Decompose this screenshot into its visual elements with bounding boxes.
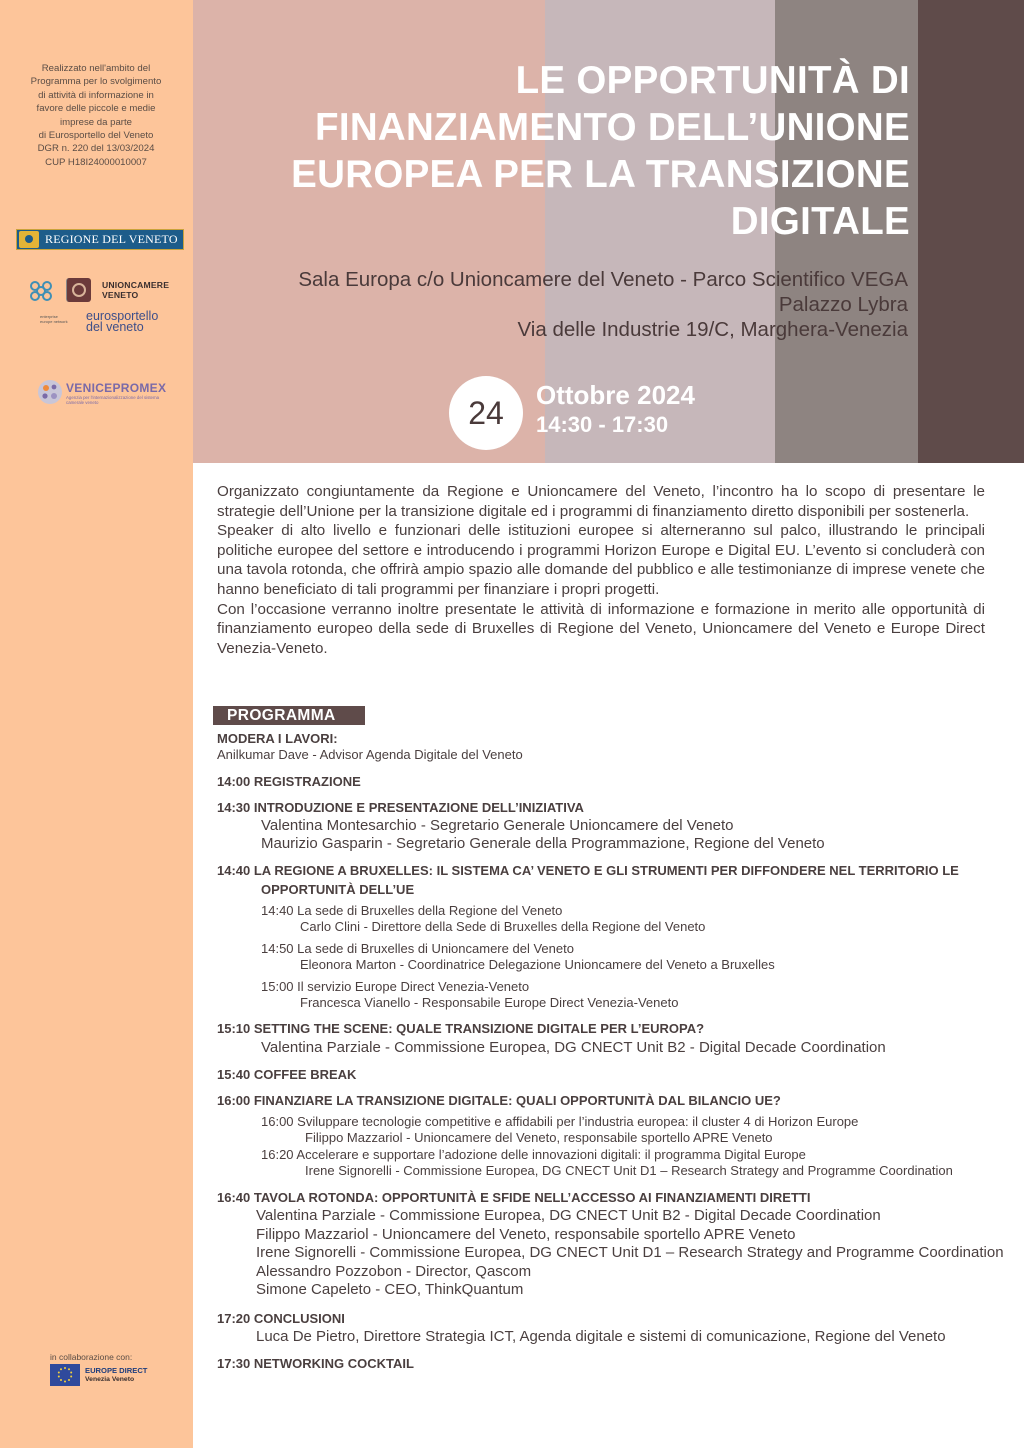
sub-agenda-item: 16:20 Accelerare e supportare l’adozione delle innovazioni digitali: il programma Digital Europe (261, 1147, 806, 1162)
funding-note-line: Realizzato nell'ambito del (41, 63, 151, 74)
agenda-item: 14:40 LA REGIONE A BRUXELLES: IL SISTEMA CA’ VENETO E GLI STRUMENTI PER DIFFONDERE NEL TERRITORIO LE (217, 863, 959, 878)
speaker-line: Luca De Pietro, Direttore Strategia ICT, Agenda digitale e sistemi di comunicazione, Regione del Veneto (256, 1328, 946, 1345)
event-month-year: Ottobre 2024 (536, 380, 695, 410)
europe-direct-logo-line: EUROPE DIRECT (85, 1366, 148, 1375)
agenda-item: 15:40 COFFEE BREAK (217, 1067, 357, 1082)
speaker-line: Irene Signorelli - Commissione Europea, DG CNECT Unit D1 – Research Strategy and Programme Coordination (305, 1163, 953, 1178)
sub-agenda-item: 15:00 Il servizio Europe Direct Venezia-Veneto (261, 979, 530, 994)
venicepromex-logo-text: VENICEPROMEX (66, 381, 167, 395)
agenda-item: 15:10 SETTING THE SCENE: QUALE TRANSIZIONE DIGITALE PER L’EUROPA? (217, 1021, 705, 1036)
agenda-item: 17:20 CONCLUSIONI (217, 1311, 345, 1326)
event-title-line: FINANZIAMENTO DELL’UNIONE (315, 106, 910, 149)
eurosportello-logo (40, 311, 180, 337)
venicepromex-logo-subtitle: Agenzia per l'internazionalizzazione del sistema camerale veneto (66, 395, 160, 405)
funding-note-line: favore delle piccole e medie (36, 103, 156, 115)
europe-direct-logo (50, 1364, 190, 1386)
funding-note-line: CUP H18I24000010007 (45, 156, 147, 168)
speaker-line: Irene Signorelli - Commissione Europea, DG CNECT Unit D1 – Research Strategy and Programme Coordination (256, 1244, 1004, 1261)
speaker-line: Alessandro Pozzobon - Director, Qascom (256, 1263, 532, 1280)
event-venue (188, 267, 908, 342)
regione-veneto-logo (16, 229, 184, 250)
speaker-line: Maurizio Gasparin - Segretario Generale della Programmazione, Regione del Veneto (261, 835, 825, 852)
venue-line: Palazzo Lybra (778, 293, 908, 316)
sub-agenda-item: 14:50 La sede di Bruxelles di Unioncamere del Veneto (261, 941, 574, 956)
europe-direct-logo-line: Venezia Veneto (85, 1376, 135, 1383)
speaker-line: Valentina Montesarchio - Segretario Generale Unioncamere del Veneto (261, 817, 734, 834)
lion-of-st-mark-icon (19, 231, 39, 248)
regione-veneto-logo-text: REGIONE DEL VENETO (45, 232, 178, 246)
agenda-item: 16:40 TAVOLA ROTONDA: OPPORTUNITÀ E SFIDE NELL’ACCESSO AI FINANZIAMENTI DIRETTI (217, 1190, 811, 1205)
eurosportello-logo-line: eurosportello (86, 309, 159, 323)
unioncamere-logo-line: UNIONCAMERE (102, 280, 170, 290)
hero-header (193, 0, 1024, 463)
sidebar (0, 0, 193, 1448)
agenda-item-continued: OPPORTUNITÀ DELL’UE (261, 882, 415, 897)
event-title-line: LE OPPORTUNITÀ DI (515, 59, 910, 102)
moderator-name: Anilkumar Dave - Advisor Agenda Digitale del Veneto (217, 747, 523, 762)
intro-paragraph: Speaker di alto livello e funzionari delle istituzioni europee si alterneranno sul palco, illustrando le principali politiche europee del settore e introducendo i programmi Horizon Europe e Digital EU. L’evento si concluderà con una tavola rotonda, che offrirà ampio spazio alle domande del pubblico e alle testimonianze di imprese venete che hanno beneficiato di tali programmi per finanziare i propri progetti. (217, 522, 985, 598)
unioncamere-emblem-icon (66, 278, 91, 302)
unioncamere-logo-line: VENETO (102, 290, 139, 300)
speaker-line: Valentina Parziale - Commissione Europea, DG CNECT Unit B2 - Digital Decade Coordination (261, 1039, 886, 1056)
eu-flag-icon (50, 1364, 80, 1386)
venicepromex-globe-icon (36, 378, 64, 406)
funding-note (12, 62, 180, 169)
unioncamere-logo (28, 277, 178, 305)
sub-agenda-item: 14:40 La sede di Bruxelles della Regione del Veneto (261, 903, 563, 918)
hero-color-band (918, 0, 1024, 463)
agenda-item: 14:00 REGISTRAZIONE (217, 774, 361, 789)
event-time: 14:30 - 17:30 (536, 412, 669, 437)
eurosportello-logo-line: del veneto (86, 320, 144, 334)
funding-note-line: DGR n. 220 del 13/03/2024 (37, 143, 155, 155)
funding-note-line: Programma per lo svolgimento (30, 76, 162, 88)
collaboration-label: in collaborazione con: (50, 1352, 133, 1362)
speaker-line: Francesca Vianello - Responsabile Europe Direct Venezia-Veneto (300, 995, 679, 1010)
agenda-item: 16:00 FINANZIARE LA TRANSIZIONE DIGITALE: QUALI OPPORTUNITÀ DAL BILANCIO UE? (217, 1093, 781, 1108)
event-title (210, 57, 910, 245)
intro-paragraph: Con l’occasione verranno inoltre presentate le attività di informazione e formazione in merito alle opportunità di finanziamento europeo della sede di Bruxelles di Regione del Veneto, Unioncamere del Veneto e Europe Direct Venezia-Veneto. (217, 600, 985, 657)
speaker-line: Filippo Mazzariol - Unioncamere del Veneto, responsabile sportello APRE Veneto (305, 1130, 773, 1145)
venue-line: Sala Europa c/o Unioncamere del Veneto - Parco Scientifico VEGA (298, 268, 908, 291)
venicepromex-logo (36, 375, 186, 409)
programma-heading: PROGRAMMA (213, 706, 365, 725)
speaker-line: Valentina Parziale - Commissione Europea, DG CNECT Unit B2 - Digital Decade Coordination (256, 1207, 881, 1224)
speaker-line: Simone Capeleto - CEO, ThinkQuantum (256, 1281, 524, 1298)
eurosportello-logo-text (86, 311, 158, 333)
agenda-item: 14:30 INTRODUZIONE E PRESENTAZIONE DELL’INIZIATIVA (217, 800, 584, 815)
unioncamere-knot-icon (28, 279, 54, 303)
speaker-line: Eleonora Marton - Coordinatrice Delegazione Unioncamere del Veneto a Bruxelles (300, 957, 775, 972)
venue-line: Via delle Industrie 19/C, Marghera-Venezia (517, 318, 908, 341)
funding-note-line: imprese da parte (60, 116, 132, 128)
speaker-line: Carlo Clini - Direttore della Sede di Bruxelles della Regione del Veneto (300, 919, 706, 934)
unioncamere-logo-text (102, 280, 169, 300)
sub-agenda-item: 16:00 Sviluppare tecnologie competitive e affidabili per l’industria europea: il cluster 4 di Horizon Europe (261, 1114, 859, 1129)
intro-text (217, 482, 985, 658)
een-logo-text: enterprise europe network (40, 314, 68, 324)
agenda-item: 17:30 NETWORKING COCKTAIL (217, 1356, 414, 1371)
moderator-heading: MODERA I LAVORI: (217, 731, 338, 746)
event-title-line: DIGITALE (730, 200, 910, 243)
event-title-line: EUROPEA PER LA TRANSIZIONE (291, 153, 910, 196)
funding-note-line: di Eurosportello del Veneto (38, 130, 154, 142)
speaker-line: Filippo Mazzariol - Unioncamere del Veneto, responsabile sportello APRE Veneto (256, 1226, 796, 1243)
intro-paragraph: Organizzato congiuntamente da Regione e Unioncamere del Veneto, l’incontro ha lo scopo di presentare le strategie dell’Unione per la transizione digitale ed i programmi di finanziamento diretto disponibili per sostenerla. (217, 483, 985, 520)
funding-note-line: di attività di informazione in (38, 89, 154, 101)
event-day: 24 (449, 376, 523, 450)
